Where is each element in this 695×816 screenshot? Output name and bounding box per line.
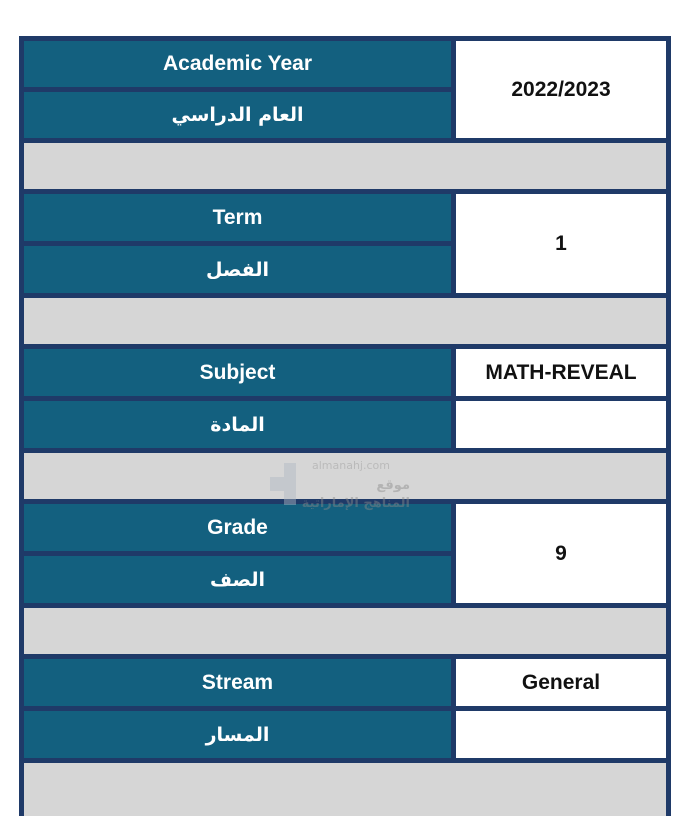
section-gap xyxy=(24,453,666,499)
stream-value: General xyxy=(456,659,666,706)
stream-label-ar: المسار xyxy=(24,711,451,758)
term-label-en: Term xyxy=(24,194,451,241)
academic-year-label-en: Academic Year xyxy=(24,41,451,87)
subject-label-ar: المادة xyxy=(24,401,451,448)
academic-year-label-ar: العام الدراسي xyxy=(24,92,451,138)
stream-value-blank xyxy=(456,711,666,758)
grade-label-ar: الصف xyxy=(24,556,451,603)
subject-label-en: Subject xyxy=(24,349,451,396)
subject-value: MATH-REVEAL xyxy=(456,349,666,396)
term-value: 1 xyxy=(456,194,666,293)
term-label-ar: الفصل xyxy=(24,246,451,293)
section-gap xyxy=(24,763,666,816)
grade-value: 9 xyxy=(456,504,666,603)
grade-label-en: Grade xyxy=(24,504,451,551)
section-gap xyxy=(24,298,666,344)
watermark-url: almanahj.com xyxy=(312,459,390,472)
stream-label-en: Stream xyxy=(24,659,451,706)
academic-year-value: 2022/2023 xyxy=(456,41,666,138)
watermark-line-2: المناهج الإماراتية xyxy=(301,496,410,511)
subject-value-blank xyxy=(456,401,666,448)
section-gap xyxy=(24,143,666,189)
section-gap xyxy=(24,608,666,654)
info-table xyxy=(19,36,671,816)
watermark-line-1: موقع xyxy=(376,478,410,493)
